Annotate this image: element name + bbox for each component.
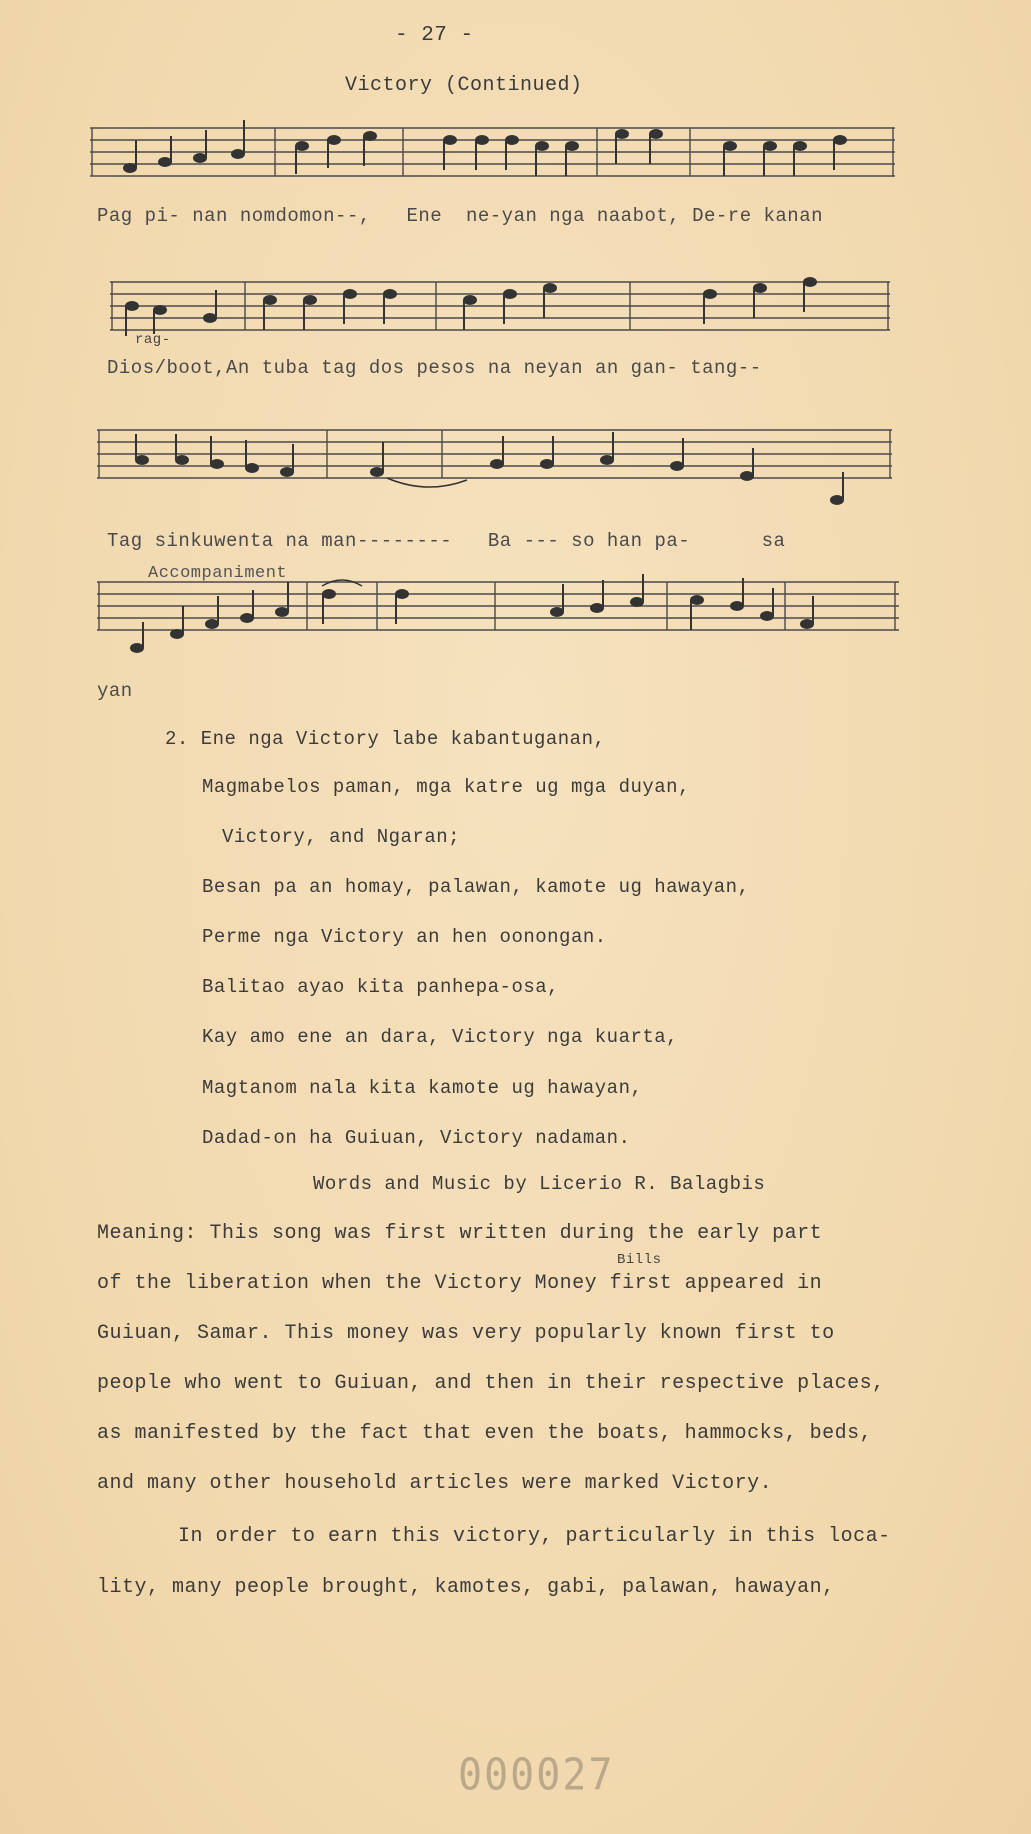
verse-line-3: Victory, and Ngaran; — [222, 826, 461, 848]
music-staff-2 — [110, 272, 900, 352]
music-staff-4 — [97, 572, 907, 672]
song-title: Victory (Continued) — [345, 74, 583, 97]
meaning-insertion: Bills — [617, 1252, 662, 1268]
staff-3-lyric: Tag sinkuwenta na man-------- Ba --- so han pa- sa — [107, 530, 786, 552]
verse-line-8: Magtanom nala kita kamote ug hawayan, — [202, 1077, 643, 1099]
meaning-line-3: Guiuan, Samar. This money was very popularly known first to — [97, 1322, 835, 1345]
meaning-line-5: as manifested by the fact that even the boats, hammocks, beds, — [97, 1422, 873, 1445]
staff-2-small-text: rag- — [135, 332, 171, 348]
staff-2-lyric: Dios/boot,An tuba tag dos pesos na neyan an gan- tang-- — [107, 357, 762, 379]
verse-line-6: Balitao ayao kita panhepa-osa, — [202, 976, 560, 998]
meaning-line-2: of the liberation when the Victory Money first appeared in — [97, 1272, 823, 1295]
page-number: - 27 - — [395, 24, 474, 47]
accompaniment-label: Accompaniment — [148, 564, 288, 583]
verse-line-7: Kay amo ene an dara, Victory nga kuarta, — [202, 1026, 679, 1048]
music-staff-1 — [90, 118, 900, 198]
meaning-line-4: people who went to Guiuan, and then in their respective places, — [97, 1372, 885, 1395]
verse-line-2: Magmabelos paman, mga katre ug mga duyan, — [202, 776, 690, 798]
verse-line-text-1: Ene nga Victory labe kabantuganan, — [200, 728, 606, 750]
music-staff-3 — [97, 420, 897, 520]
verse-line-1 — [165, 728, 605, 750]
verse-number: 2. — [165, 728, 189, 750]
archive-stamp: 000027 — [458, 1749, 615, 1801]
verse-line-4: Besan pa an homay, palawan, kamote ug hawayan, — [202, 876, 750, 898]
meaning-line-6: and many other household articles were marked Victory. — [97, 1472, 773, 1495]
meaning-line-1: Meaning: This song was first written during the early part — [97, 1222, 823, 1245]
staff-4-lyric: yan — [97, 680, 133, 702]
staff-1-lyric: Pag pi- nan nomdomon--, Ene ne-yan nga naabot, De-re kanan — [97, 205, 824, 227]
song-credit: Words and Music by Licerio R. Balagbis — [313, 1173, 766, 1195]
paragraph-line-1: In order to earn this victory, particularly in this loca- — [178, 1525, 891, 1548]
verse-line-9: Dadad-on ha Guiuan, Victory nadaman. — [202, 1127, 631, 1149]
verse-line-5: Perme nga Victory an hen oonongan. — [202, 926, 607, 948]
paragraph-line-2: lity, many people brought, kamotes, gabi, palawan, hawayan, — [97, 1576, 835, 1599]
